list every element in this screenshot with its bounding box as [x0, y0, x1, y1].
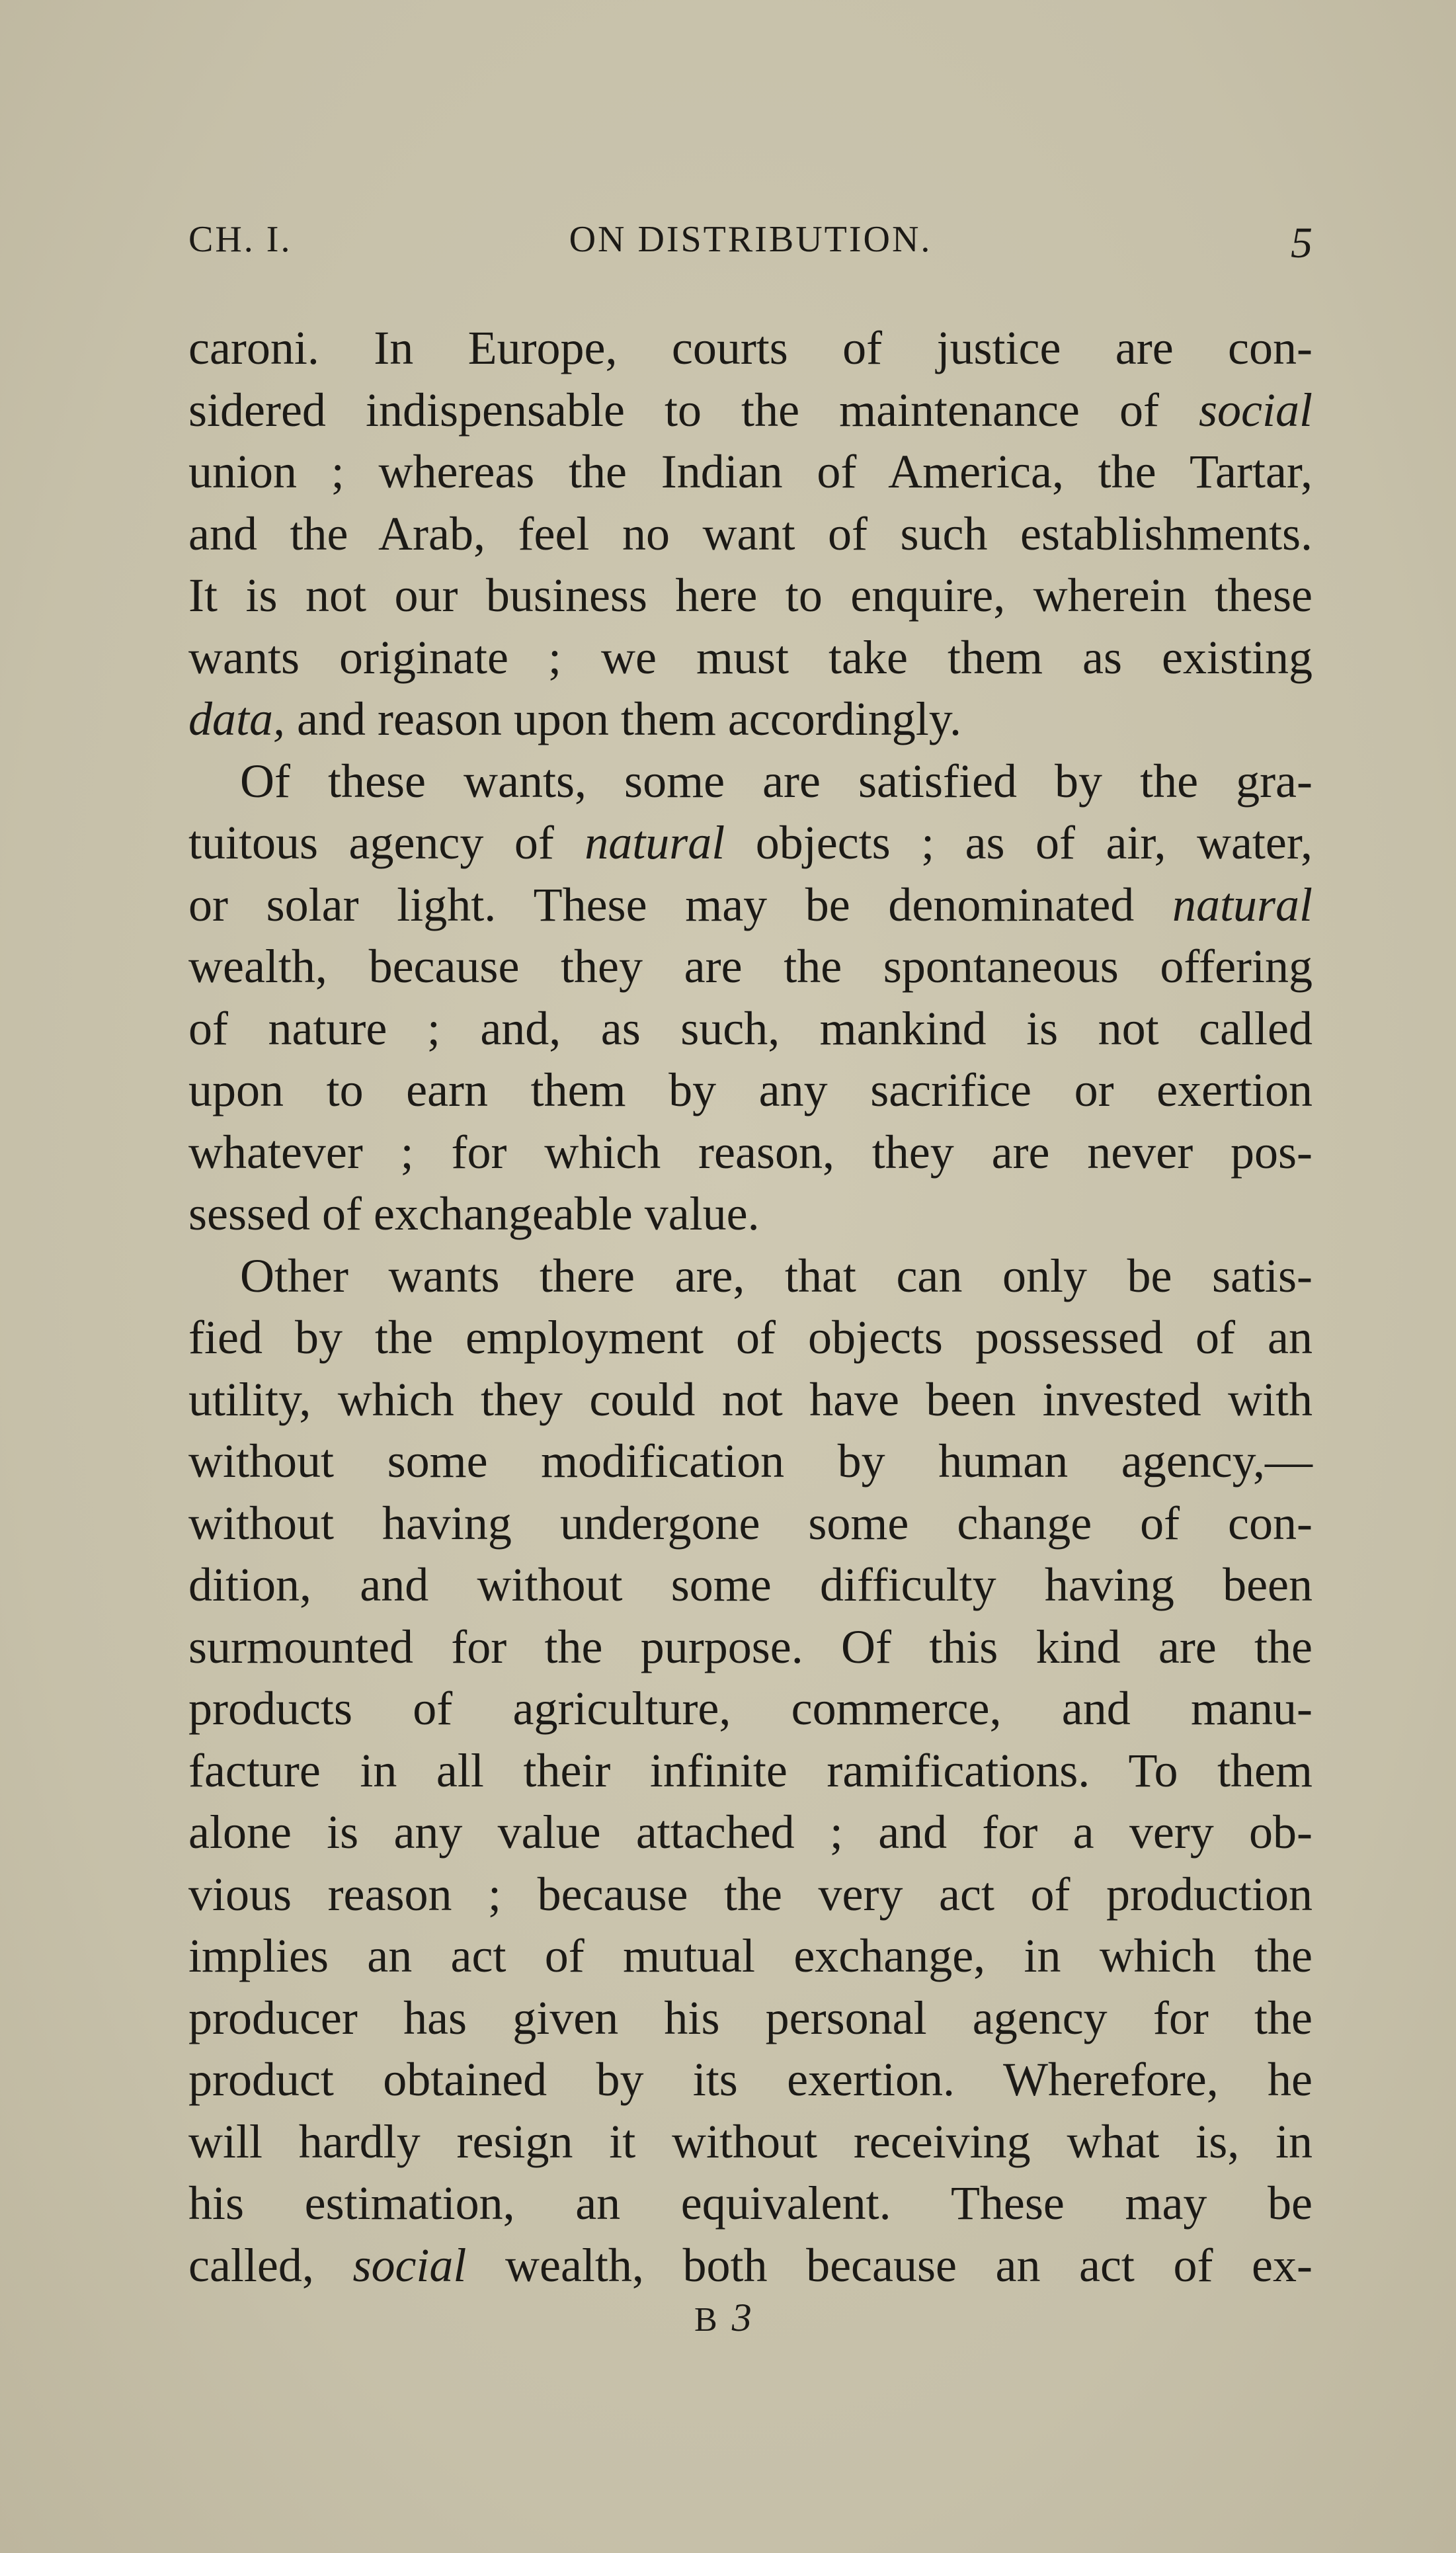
text-line: implies an act of mutual exchange, in which the	[188, 1929, 1313, 1982]
chapter-label: CH. I.	[188, 219, 292, 260]
text-line: Other wants there are, that can only be satis-	[240, 1249, 1313, 1302]
text-line: his estimation, an equivalent. These may be	[188, 2177, 1313, 2230]
text-line: Of these wants, some are satisfied by the gra-	[240, 754, 1313, 808]
text-line: It is not our business here to enquire, wherein these	[188, 569, 1313, 622]
text-line: without some modification by human agency,—	[188, 1435, 1313, 1487]
text-line: will hardly resign it without receiving what is, in	[188, 2114, 1313, 2168]
text-line: alone is any value attached ; and for a very ob-	[188, 1806, 1313, 1859]
signature-number: 3	[731, 2296, 766, 2339]
running-title: ON DISTRIBUTION.	[569, 219, 932, 260]
page-number: 5	[1291, 219, 1313, 267]
text-line: utility, which they could not have been invested with	[188, 1372, 1313, 1426]
text-line: products of agriculture, commerce, and manu-	[188, 1682, 1313, 1735]
text-line: caroni. In Europe, courts of justice are con-	[188, 321, 1313, 374]
italic-word: natural	[585, 816, 725, 869]
text-line: fied by the employment of objects possessed of an	[188, 1311, 1313, 1364]
text-line: product obtained by its exertion. Wherefore, he	[188, 2053, 1313, 2106]
text-line: or solar light. These may be denominated natural	[188, 878, 1313, 931]
text-line: surmounted for the purpose. Of this kind are the	[188, 1620, 1313, 1673]
text-line: data, and reason upon them accordingly.	[188, 692, 962, 745]
text-line: wealth, because they are the spontaneous offering	[188, 940, 1313, 993]
text-line: facture in all their infinite ramifications. To them	[188, 1743, 1313, 1797]
running-header	[188, 218, 1313, 278]
text-line: producer has given his personal agency for the	[188, 1991, 1313, 2044]
text-line: of nature ; and, as such, mankind is not called	[188, 1001, 1313, 1055]
italic-word: social	[1199, 383, 1313, 437]
text-line: called, social wealth, both because an act of ex-	[188, 2238, 1313, 2292]
signature-mark	[694, 2295, 766, 2341]
body-text	[188, 317, 1313, 2296]
text-line: and the Arab, feel no want of such establishments.	[188, 507, 1313, 560]
italic-word: social	[352, 2238, 467, 2292]
text-line: sidered indispensable to the maintenance of social	[188, 383, 1313, 437]
text-line: upon to earn them by any sacrifice or exertion	[188, 1064, 1313, 1116]
text-line: dition, and without some difficulty having been	[188, 1558, 1313, 1611]
text-line: whatever ; for which reason, they are never pos-	[188, 1125, 1313, 1179]
italic-word: natural	[1172, 878, 1313, 931]
text-line: tuitous agency of natural objects ; as of air, water,	[188, 816, 1313, 869]
text-line: without having undergone some change of con-	[188, 1496, 1313, 1550]
italic-word: data,	[188, 692, 286, 745]
text-line: sessed of exchangeable value.	[188, 1187, 760, 1240]
text-line: wants originate ; we must take them as existing	[188, 630, 1313, 684]
signature-letter: B	[694, 2301, 732, 2339]
text-line: union ; whereas the Indian of America, the Tartar,	[188, 445, 1313, 498]
text-line: vious reason ; because the very act of production	[188, 1867, 1313, 1921]
